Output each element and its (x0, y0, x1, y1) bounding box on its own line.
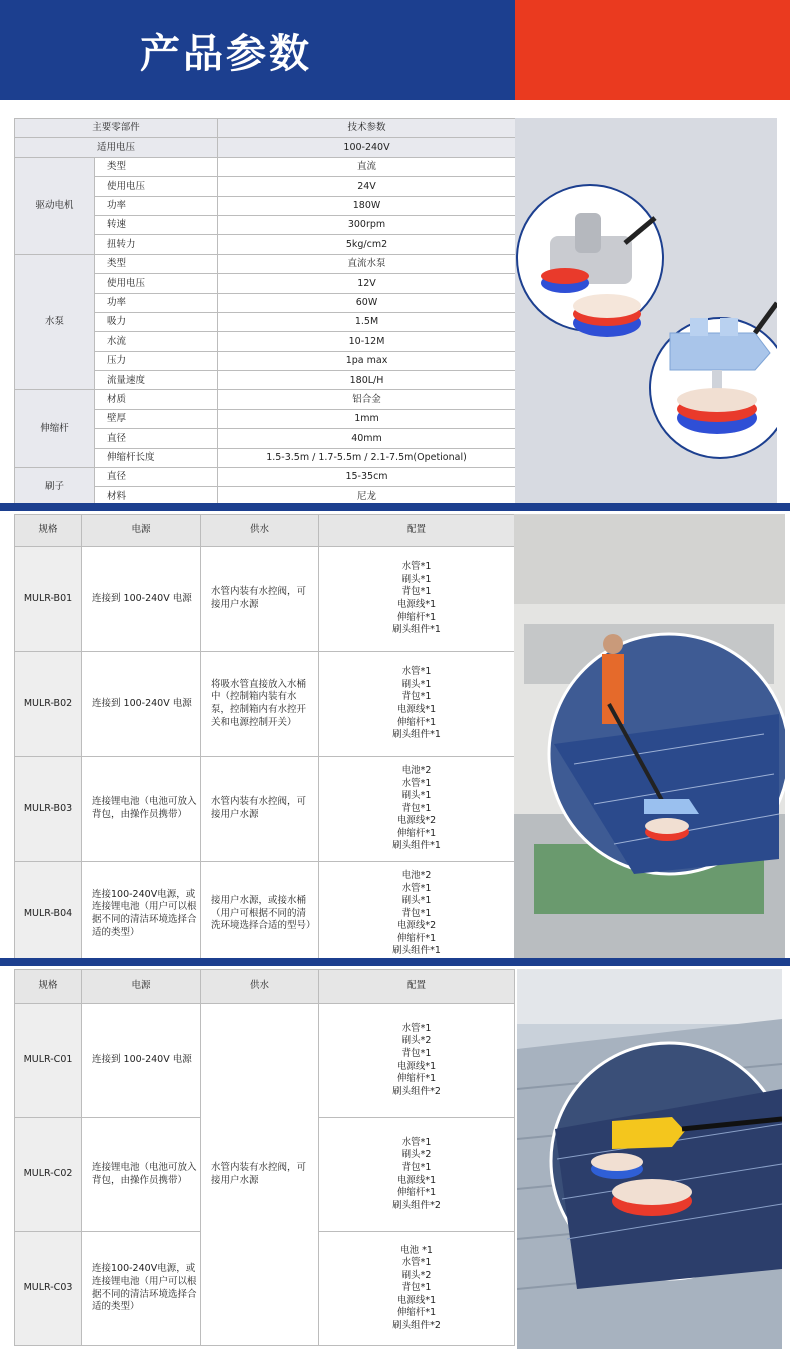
model-c-row (15, 1004, 515, 1118)
model-b-water: 将吸水管直接放入水桶中（控制箱内装有水泵，控制箱内有水控开关和电源控制开关） (201, 652, 319, 757)
model-b-water: 水管内装有水控阀，可接用户水源 (201, 757, 319, 862)
factory-cleaning-photo (514, 514, 785, 958)
spec-row (15, 254, 516, 273)
product-photo-brush-heads (515, 118, 777, 503)
spec-header-part: 主要零部件 (15, 119, 218, 138)
spec-value: 40mm (218, 429, 516, 448)
spec-row (15, 468, 516, 487)
model-b-model: MULR-B03 (15, 757, 82, 862)
spec-value: 12V (218, 274, 516, 293)
model-b-header-cell: 规格 (15, 515, 82, 547)
model-b-header-cell: 配置 (319, 515, 515, 547)
header-banner (0, 0, 790, 100)
model-c-power: 连接到 100-240V 电源 (82, 1004, 201, 1118)
spec-value: 180W (218, 196, 516, 215)
model-c-model: MULR-C03 (15, 1232, 82, 1346)
spec-value: 10-12M (218, 332, 516, 351)
spec-label: 直径 (95, 429, 218, 448)
model-b-power: 连接100-240V电源，或连接锂电池（用户可以根据不同的清洁环境选择合适的类型） (82, 862, 201, 959)
model-b-water: 接用户水源，或接水桶（用户可根据不同的清洗环境选择合适的型号） (201, 862, 319, 959)
model-b-model: MULR-B02 (15, 652, 82, 757)
model-b-row (15, 757, 515, 862)
model-b-power: 连接到 100-240V 电源 (82, 652, 201, 757)
model-b-row (15, 652, 515, 757)
model-c-header-cell: 规格 (15, 970, 82, 1004)
model-b-header-cell: 供水 (201, 515, 319, 547)
spec-voltage-label: 适用电压 (15, 138, 218, 157)
spec-label: 壁厚 (95, 409, 218, 428)
model-b-model: MULR-B04 (15, 862, 82, 959)
model-b-power: 连接到 100-240V 电源 (82, 547, 201, 652)
spec-value: 15-35cm (218, 468, 516, 487)
model-c-header-cell: 配置 (319, 970, 515, 1004)
spec-value: 1pa max (218, 351, 516, 370)
model-c-config: 水管*1 刷头*2 背包*1 电源线*1 伸缩杆*1 刷头组件*2 (319, 1118, 515, 1232)
model-b-water: 水管内装有水控阀，可接用户水源 (201, 547, 319, 652)
spec-voltage-value: 100-240V (218, 138, 516, 157)
model-b-config: 水管*1 刷头*1 背包*1 电源线*1 伸缩杆*1 刷头组件*1 (319, 547, 515, 652)
model-c-header-row (15, 970, 515, 1004)
spec-value: 1.5M (218, 312, 516, 331)
spec-label: 扭转力 (95, 235, 218, 254)
spec-value: 60W (218, 293, 516, 312)
spec-label: 水流 (95, 332, 218, 351)
spec-label: 类型 (95, 254, 218, 273)
spec-section (0, 100, 790, 503)
page-title: 产品参数 (140, 31, 312, 77)
spec-group-name: 伸缩杆 (15, 390, 95, 468)
spec-group-name: 驱动电机 (15, 157, 95, 254)
model-c-config: 电池 *1 水管*1 刷头*2 背包*1 电源线*1 伸缩杆*1 刷头组件*2 (319, 1232, 515, 1346)
model-b-header-cell: 电源 (82, 515, 201, 547)
spec-label: 流量速度 (95, 371, 218, 390)
spec-label: 使用电压 (95, 274, 218, 293)
model-b-model: MULR-B01 (15, 547, 82, 652)
spec-label: 伸缩杆长度 (95, 448, 218, 467)
spec-table (14, 118, 516, 507)
model-b-row (15, 862, 515, 959)
spec-value: 尼龙 (218, 487, 516, 506)
model-b-row (15, 547, 515, 652)
model-c-config: 水管*1 刷头*2 背包*1 电源线*1 伸缩杆*1 刷头组件*2 (319, 1004, 515, 1118)
spec-label: 直径 (95, 468, 218, 487)
model-b-table (14, 514, 515, 958)
spec-group-name: 水泵 (15, 254, 95, 390)
model-c-model: MULR-C02 (15, 1118, 82, 1232)
spec-group-name: 刷子 (15, 468, 95, 507)
header-red-block (515, 0, 790, 100)
spec-header-value: 技术参数 (218, 119, 516, 138)
model-c-header-cell: 供水 (201, 970, 319, 1004)
spec-value: 5kg/cm2 (218, 235, 516, 254)
model-c-header-cell: 电源 (82, 970, 201, 1004)
model-b-header-row (15, 515, 515, 547)
spec-value: 1mm (218, 409, 516, 428)
spec-label: 使用电压 (95, 177, 218, 196)
spec-label: 吸力 (95, 312, 218, 331)
spec-label: 功率 (95, 196, 218, 215)
spec-voltage-row (15, 138, 516, 157)
model-c-water: 水管内装有水控阀，可接用户水源 (201, 1004, 319, 1346)
spec-row (15, 157, 516, 176)
spec-row (15, 390, 516, 409)
spec-value: 直流 (218, 157, 516, 176)
model-b-config: 水管*1 刷头*1 背包*1 电源线*1 伸缩杆*1 刷头组件*1 (319, 652, 515, 757)
spec-label: 转速 (95, 215, 218, 234)
spec-value: 直流水泵 (218, 254, 516, 273)
model-b-power: 连接锂电池（电池可放入背包，由操作员携带） (82, 757, 201, 862)
spec-header-row (15, 119, 516, 138)
section-divider (0, 958, 790, 966)
spec-label: 压力 (95, 351, 218, 370)
model-b-config: 电池*2 水管*1 刷头*1 背包*1 电源线*2 伸缩杆*1 刷头组件*1 (319, 862, 515, 959)
model-c-table (14, 969, 515, 1346)
model-b-config: 电池*2 水管*1 刷头*1 背包*1 电源线*2 伸缩杆*1 刷头组件*1 (319, 757, 515, 862)
section-divider (0, 503, 790, 511)
model-c-model: MULR-C01 (15, 1004, 82, 1118)
spec-value: 1.5-3.5m / 1.7-5.5m / 2.1-7.5m(Opetional) (218, 448, 516, 467)
spec-value: 铝合金 (218, 390, 516, 409)
model-c-section (0, 966, 790, 1352)
model-c-power: 连接100-240V电源，或连接锂电池（用户可以根据不同的清洁环境选择合适的类型） (82, 1232, 201, 1346)
spec-label: 材料 (95, 487, 218, 506)
spec-label: 类型 (95, 157, 218, 176)
model-c-power: 连接锂电池（电池可放入背包，由操作员携带） (82, 1118, 201, 1232)
spec-value: 300rpm (218, 215, 516, 234)
rooftop-solar-photo (517, 969, 782, 1349)
spec-value: 180L/H (218, 371, 516, 390)
spec-label: 材质 (95, 390, 218, 409)
spec-value: 24V (218, 177, 516, 196)
spec-label: 功率 (95, 293, 218, 312)
model-b-section (0, 511, 790, 958)
